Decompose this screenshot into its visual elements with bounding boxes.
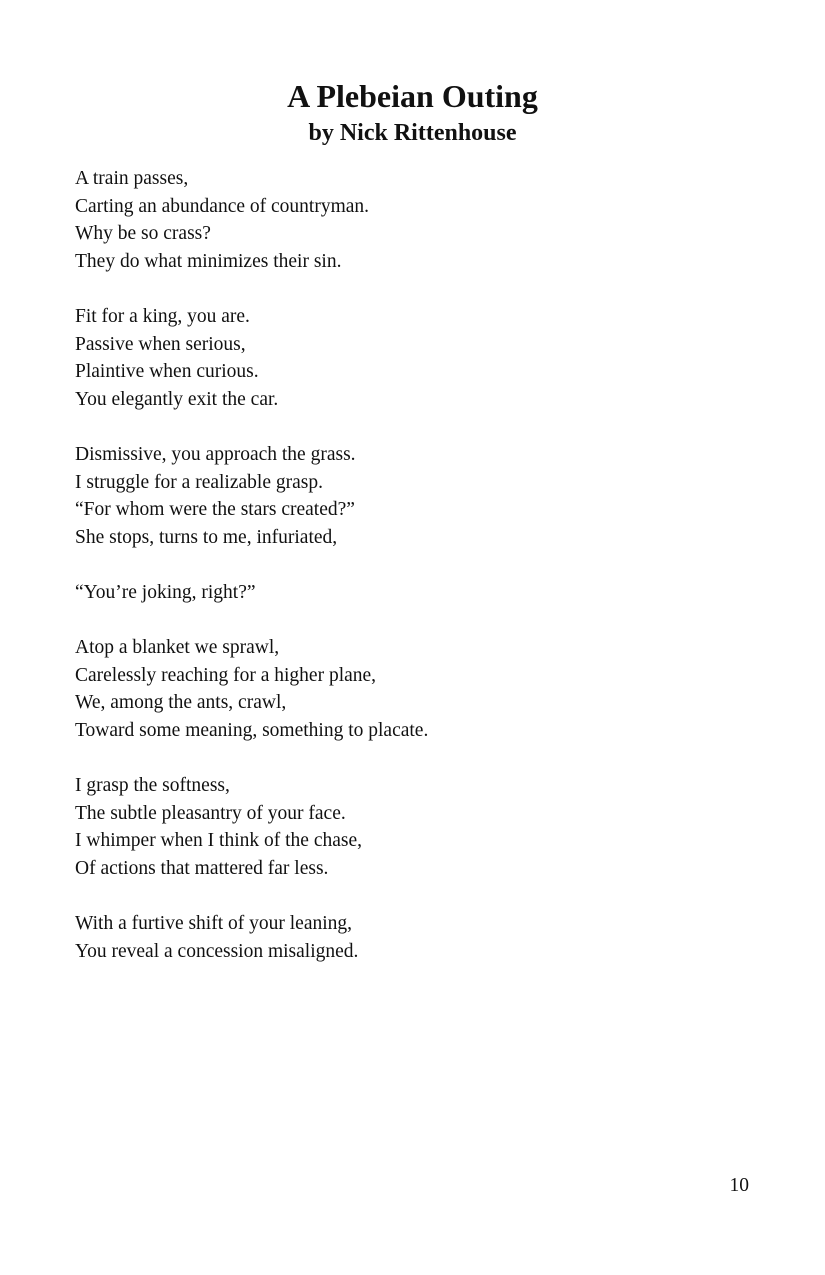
poem-line: Atop a blanket we sprawl, — [75, 637, 280, 659]
poem-body — [75, 165, 775, 993]
poem-line: Carelessly reaching for a higher plane, — [75, 664, 377, 686]
poem-byline: by Nick Rittenhouse — [308, 120, 517, 146]
stanza-3 — [75, 441, 775, 551]
poem-line: With a furtive shift of your leaning, — [75, 913, 353, 935]
poem-line: We, among the ants, crawl, — [75, 692, 287, 714]
poem-line: You elegantly exit the car. — [75, 388, 279, 410]
poem-line: They do what minimizes their sin. — [75, 250, 342, 272]
poem-line: Of actions that mattered far less. — [75, 857, 329, 879]
stanza-7 — [75, 910, 775, 965]
poem-line: She stops, turns to me, infuriated, — [75, 526, 338, 548]
stanza-2 — [75, 303, 775, 413]
page-number: 10 — [729, 1175, 749, 1196]
poem-line: You reveal a concession misaligned. — [75, 940, 359, 962]
poem-line: The subtle pleasantry of your face. — [75, 802, 346, 824]
poem-line: Toward some meaning, something to placate. — [75, 719, 429, 741]
poem-line: I struggle for a realizable grasp. — [75, 471, 323, 493]
poem-line: Plaintive when curious. — [75, 361, 259, 383]
poem-line: I whimper when I think of the chase, — [75, 830, 362, 852]
poem-line: “For whom were the stars created?” — [75, 499, 355, 521]
stanza-1 — [75, 165, 775, 275]
poem-line: “You’re joking, right?” — [75, 581, 256, 603]
poem-line: I grasp the softness, — [75, 775, 230, 797]
poem-line: Dismissive, you approach the grass. — [75, 443, 356, 465]
poem-line: Why be so crass? — [75, 223, 211, 245]
poem-line: Fit for a king, you are. — [75, 305, 250, 327]
poem-line: Carting an abundance of countryman. — [75, 195, 370, 217]
stanza-6 — [75, 772, 775, 882]
poem-title: A Plebeian Outing — [287, 78, 538, 114]
stanza-4 — [75, 579, 775, 607]
stanza-5 — [75, 634, 775, 744]
poem-line: A train passes, — [75, 168, 189, 189]
poem-line: Passive when serious, — [75, 333, 246, 355]
